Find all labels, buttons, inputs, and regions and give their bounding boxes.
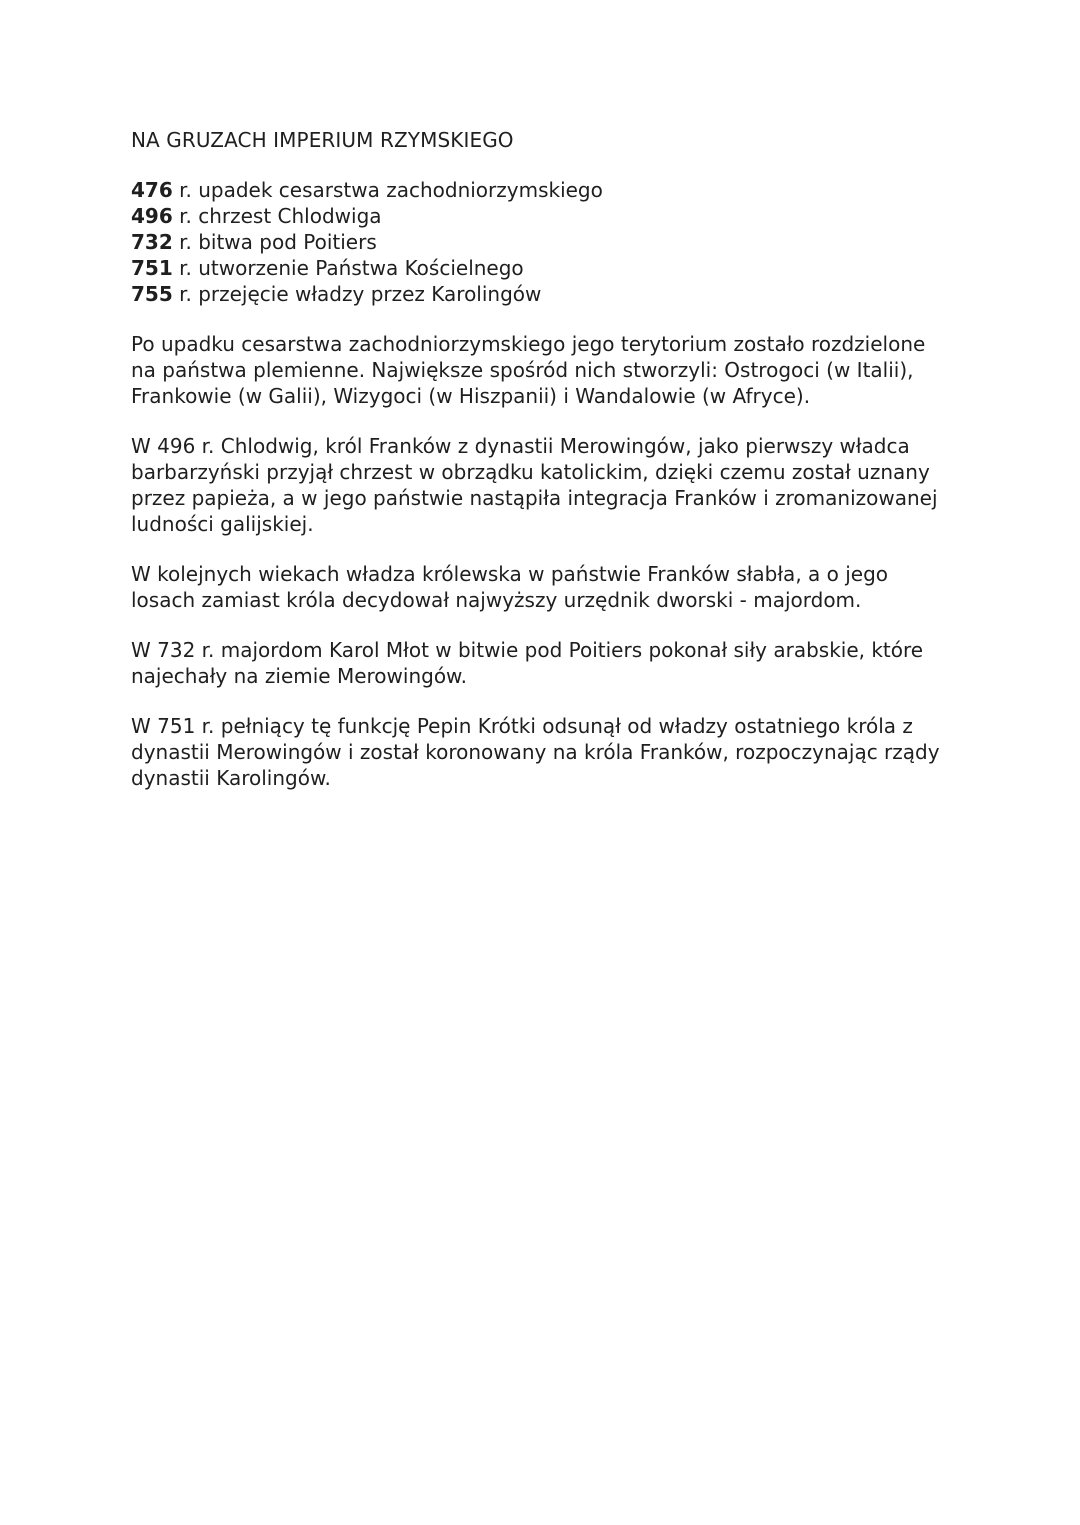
- timeline-item: [131, 281, 951, 307]
- timeline-item: [131, 203, 951, 229]
- timeline-item: [131, 229, 951, 255]
- timeline-event: r. chrzest Chlodwiga: [172, 204, 382, 228]
- document-page: [131, 127, 951, 815]
- timeline-year: 476: [131, 178, 173, 202]
- timeline-event: r. upadek cesarstwa zachodniorzymskiego: [172, 178, 603, 202]
- timeline-list: [131, 177, 951, 307]
- paragraph-pepin: W 751 r. pełniący tę funkcję Pepin Krótki odsunął od władzy ostatniego króla z dynastii Merowingów i został koronowany na króla Franków, rozpoczynając rządy dynastii Karolingów.: [131, 714, 940, 790]
- timeline-item: [131, 177, 951, 203]
- paragraph-poitiers: W 732 r. majordom Karol Młot w bitwie pod Poitiers pokonał siły arabskie, które najechały na ziemie Merowingów.: [131, 638, 924, 688]
- timeline-item: [131, 255, 951, 281]
- document-title: NA GRUZACH IMPERIUM RZYMSKIEGO: [131, 128, 514, 152]
- paragraph-fall-of-empire: Po upadku cesarstwa zachodniorzymskiego jego terytorium zostało rozdzielone na państwa plemienne. Największe spośród nich stworzyli: Ostrogoci (w Italii), Frankowie (w Galii), Wizygoci (w Hiszpanii) i Wandalowie (w Afryce).: [131, 332, 926, 408]
- timeline-event: r. utworzenie Państwa Kościelnego: [172, 256, 524, 280]
- timeline-year: 755: [131, 282, 173, 306]
- paragraph-chlodwig-baptism: W 496 r. Chlodwig, król Franków z dynastii Merowingów, jako pierwszy władca barbarzyński przyjął chrzest w obrządku katolickim, dzięki czemu został uznany przez papieża, a w jego państwie nastąpiła integracja Franków i zromanizowanej ludności galijskiej.: [131, 434, 938, 536]
- timeline-event: r. przejęcie władzy przez Karolingów: [172, 282, 542, 306]
- timeline-event: r. bitwa pod Poitiers: [172, 230, 377, 254]
- timeline-year: 751: [131, 256, 173, 280]
- paragraph-majordom: W kolejnych wiekach władza królewska w państwie Franków słabła, a o jego losach zamiast króla decydował najwyższy urzędnik dworski - majordom.: [131, 562, 889, 612]
- timeline-year: 732: [131, 230, 173, 254]
- timeline-year: 496: [131, 204, 173, 228]
